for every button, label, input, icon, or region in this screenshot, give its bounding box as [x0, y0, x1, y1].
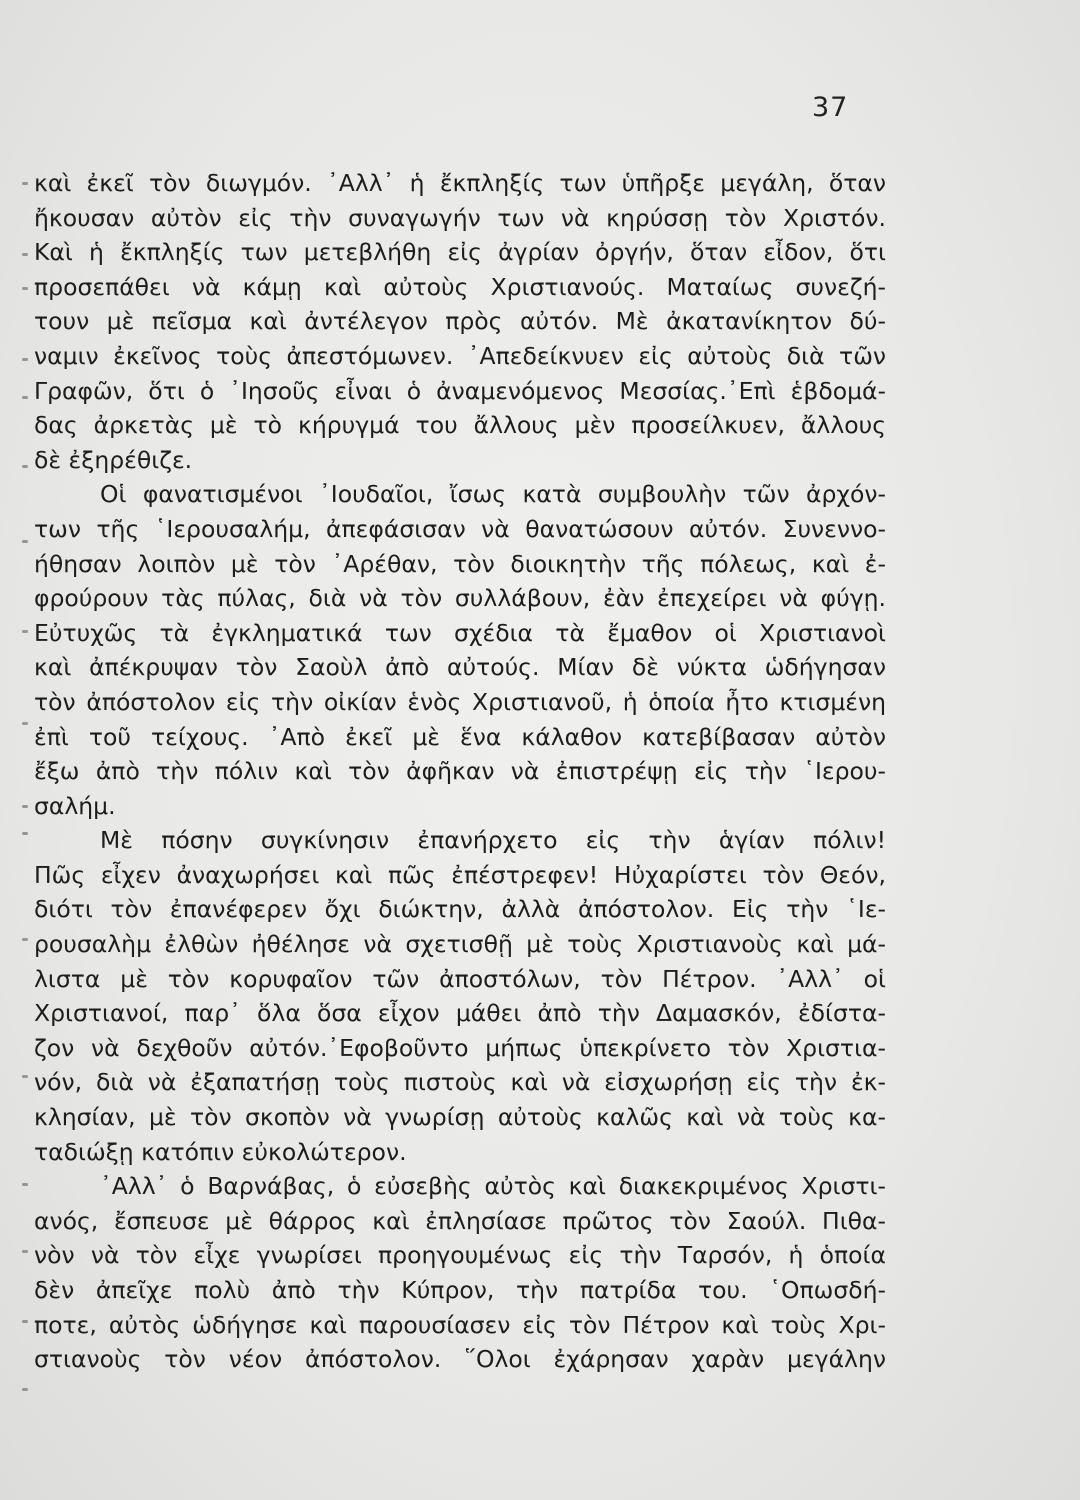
text-line: ποτε, αὐτὸς ὡδήγησε καὶ παρουσίασεν εἰς τὸν Πέτρον καὶ τοὺς Χρι- [34, 1310, 886, 1339]
margin-mark [22, 832, 28, 835]
text-line: φρούρουν τὰς πύλας, διὰ νὰ τὸν συλλάβουν, ἐὰν ἐπεχείρει νὰ φύγῃ. [34, 584, 886, 613]
margin-mark [22, 630, 28, 633]
margin-mark [22, 358, 28, 361]
text-line: στιανοὺς τὸν νέον ἀπόστολον. ῞Ολοι ἐχάρησαν χαρὰν μεγάλην [34, 1345, 886, 1374]
margin-mark [22, 938, 28, 941]
text-line: σαλήμ. [34, 791, 116, 820]
text-line: προσεπάθει νὰ κάμῃ καὶ αὐτοὺς Χριστιανούς. Ματαίως συνεζή- [34, 272, 886, 301]
margin-mark [22, 1388, 28, 1391]
text-line: Χριστιανοί, παρ᾿ ὅλα ὅσα εἶχον μάθει ἀπὸ τὴν Δαμασκόν, ἐδίστα- [34, 999, 886, 1028]
text-line: ήθησαν λοιπὸν μὲ τὸν ᾿Αρέθαν, τὸν διοικητὴν τῆς πόλεως, καὶ ἐ- [34, 549, 886, 578]
text-line: ἔξω ἀπὸ τὴν πόλιν καὶ τὸν ἀφῆκαν νὰ ἐπιστρέψῃ εἰς τὴν ῾Ιερου- [34, 757, 886, 786]
text-line: Καὶ ἡ ἔκπληξίς των μετεβλήθη εἰς ἀγρίαν ὀργήν, ὅταν εἶδον, ὅτι [34, 238, 886, 267]
margin-mark [22, 287, 28, 290]
margin-mark [22, 1250, 28, 1253]
text-line: καὶ ἀπέκρυψαν τὸν Σαοὺλ ἀπὸ αὐτούς. Μίαν δὲ νύκτα ὡδήγησαν [34, 653, 886, 682]
margin-mark [22, 1075, 28, 1078]
text-line: καὶ ἐκεῖ τὸν διωγμόν. ᾿Αλλ᾿ ἡ ἔκπληξίς των ὑπῆρξε μεγάλη, ὅταν [34, 169, 886, 197]
margin-mark [22, 540, 28, 543]
text-line: ᾿Αλλ᾿ ὁ Βαρνάβας, ὁ εὐσεβὴς αὐτὸς καὶ διακεκριμένος Χριστι- [100, 1172, 886, 1201]
margin-mark [22, 396, 28, 399]
text-line: λιστα μὲ τὸν κορυφαῖον τῶν ἀποστόλων, τὸν Πέτρον. ᾿Αλλ᾿ οἱ [34, 964, 886, 993]
text-line: δὲν ἀπεῖχε πολὺ ἀπὸ τὴν Κύπρον, τὴν πατρίδα του. ῾Οπωσδή- [34, 1276, 886, 1304]
text-line: Μὲ πόσην συγκίνησιν ἐπανήρχετο εἰς τὴν ἁγίαν πόλιν! [100, 826, 886, 855]
margin-mark [22, 1183, 28, 1186]
text-line: Πῶς εἶχεν ἀναχωρήσει καὶ πῶς ἐπέστρεφεν! Ηὐχαρίστει τὸν Θεόν, [34, 860, 886, 889]
margin-mark [22, 1320, 28, 1323]
text-line: ναμιν ἐκεῖνος τοὺς ἀπεστόμωνεν. ᾿Απεδείκνυεν εἰς αὐτοὺς διὰ τῶν [34, 341, 886, 370]
text-line: Γραφῶν, ὅτι ὁ ᾿Ιησοῦς εἶναι ὁ ἀναμενόμενος Μεσσίας.᾿Επὶ ἑβδομά- [34, 376, 886, 405]
margin-mark [22, 805, 28, 808]
text-line: δὲ ἐξηρέθιζε. [34, 445, 193, 474]
text-line: τουν μὲ πεῖσμα καὶ ἀντέλεγον πρὸς αὐτόν. Μὲ ἀκατανίκητον δύ- [34, 307, 886, 336]
margin-mark [22, 465, 28, 468]
text-line: ρουσαλὴμ ἐλθὼν ἠθέλησε νὰ σχετισθῇ μὲ τοὺς Χριστιανοὺς καὶ μά- [34, 930, 886, 959]
margin-mark [22, 722, 28, 725]
text-line: ζον νὰ δεχθοῦν αὐτόν.᾿Εφοβοῦντο μήπως ὑπεκρίνετο τὸν Χριστια- [34, 1033, 886, 1062]
text-line: τὸν ἀπόστολον εἰς τὴν οἰκίαν ἑνὸς Χριστιανοῦ, ἡ ὁποία ἦτο κτισμένη [34, 687, 886, 716]
body-text [34, 166, 886, 1377]
text-line: ἤκουσαν αὐτὸν εἰς τὴν συναγωγήν των νὰ κηρύσσῃ τὸν Χριστόν. [34, 203, 886, 232]
text-line: των τῆς ῾Ιερουσαλήμ, ἀπεφάσισαν νὰ θανατώσουν αὐτόν. Συνεννο- [34, 514, 886, 543]
margin-mark [22, 182, 28, 185]
text-line: Οἱ φανατισμένοι ᾿Ιουδαῖοι, ἴσως κατὰ συμβουλὴν τῶν ἀρχόν- [100, 480, 886, 509]
text-line: νὸν νὰ τὸν εἶχε γνωρίσει προηγουμένως εἰς τὴν Ταρσόν, ἡ ὁποία [34, 1241, 886, 1270]
text-line: νόν, διὰ νὰ ἐξαπατήσῃ τοὺς πιστοὺς καὶ νὰ εἰσχωρήσῃ εἰς τὴν ἐκ- [34, 1068, 886, 1097]
text-line: διότι τὸν ἐπανέφερεν ὄχι διώκτην, ἀλλὰ ἀπόστολον. Εἰς τὴν ῾Ιε- [34, 895, 886, 924]
text-line: ανός, ἔσπευσε μὲ θάρρος καὶ ἐπλησίασε πρῶτος τὸν Σαούλ. Πιθα- [34, 1206, 886, 1235]
text-line: Εὐτυχῶς τὰ ἐγκληματικά των σχέδια τὰ ἔμαθον οἱ Χριστιανοὶ [34, 618, 886, 647]
text-line: ἐπὶ τοῦ τείχους. ᾿Απὸ ἐκεῖ μὲ ἕνα κάλαθον κατεβίβασαν αὐτὸν [34, 722, 886, 751]
margin-mark [22, 253, 28, 256]
text-line: κλησίαν, μὲ τὸν σκοπὸν νὰ γνωρίσῃ αὐτοὺς καλῶς καὶ νὰ τοὺς κα- [34, 1103, 886, 1132]
text-line: ταδιώξῃ κατόπιν εὐκολώτερον. [34, 1137, 407, 1166]
text-line: δας ἀρκετὰς μὲ τὸ κήρυγμά του ἄλλους μὲν προσείλκυεν, ἄλλους [34, 411, 886, 440]
page-number: 37 [812, 92, 849, 123]
